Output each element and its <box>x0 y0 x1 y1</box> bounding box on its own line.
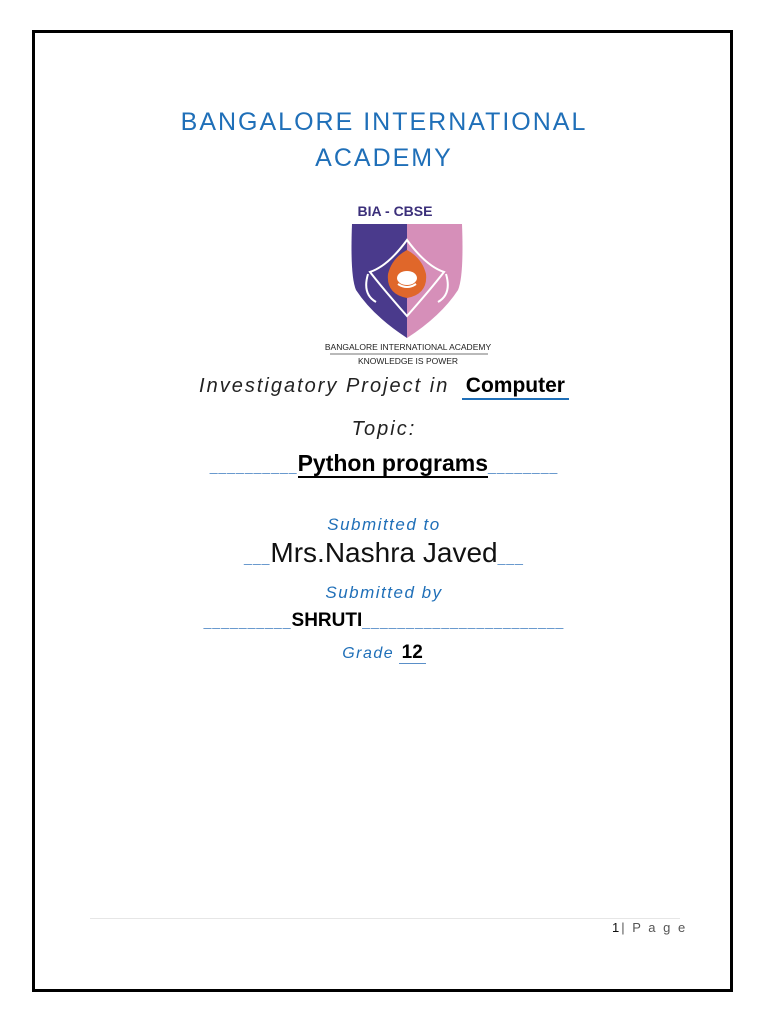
submitted-to-label: Submitted to <box>327 515 441 534</box>
page-number <box>612 920 687 935</box>
grade-value: 12 <box>399 642 426 664</box>
submitted-to-row: ___Mrs.Nashra Javed___ <box>244 537 524 568</box>
submitted-by-label: Submitted by <box>325 583 443 602</box>
school-name-line2: ACADEMY <box>315 144 453 172</box>
page-label: | P a g e <box>621 920 688 935</box>
logo-caption-line2: KNOWLEDGE IS POWER <box>357 356 459 366</box>
grade-row <box>0 642 768 664</box>
subject-row <box>0 374 768 404</box>
grade-label: Grade <box>342 645 395 662</box>
topic-row: __________Python programs________ <box>209 450 559 476</box>
school-name <box>0 104 768 176</box>
school-name-line1: BANGALORE INTERNATIONAL <box>180 108 588 136</box>
page-number-value: 1 <box>612 920 622 935</box>
topic-value: Python programs <box>297 450 488 476</box>
submitted-by-value: SHRUTI <box>291 610 363 631</box>
subject-label: Investigatory Project in <box>199 375 450 397</box>
submitted-to-value: Mrs.Nashra Javed <box>270 537 498 568</box>
topic-label: Topic: <box>351 418 417 440</box>
footer-rule <box>90 918 680 919</box>
logo-top-text: BIA - CBSE <box>357 203 433 219</box>
submitted-by-row: __________SHRUTI_______________________ <box>203 610 565 631</box>
school-logo <box>318 198 498 370</box>
flame-center <box>397 271 417 285</box>
logo-caption-line1: BANGALORE INTERNATIONAL ACADEMY <box>324 342 492 352</box>
subject-value: Computer <box>462 374 569 400</box>
